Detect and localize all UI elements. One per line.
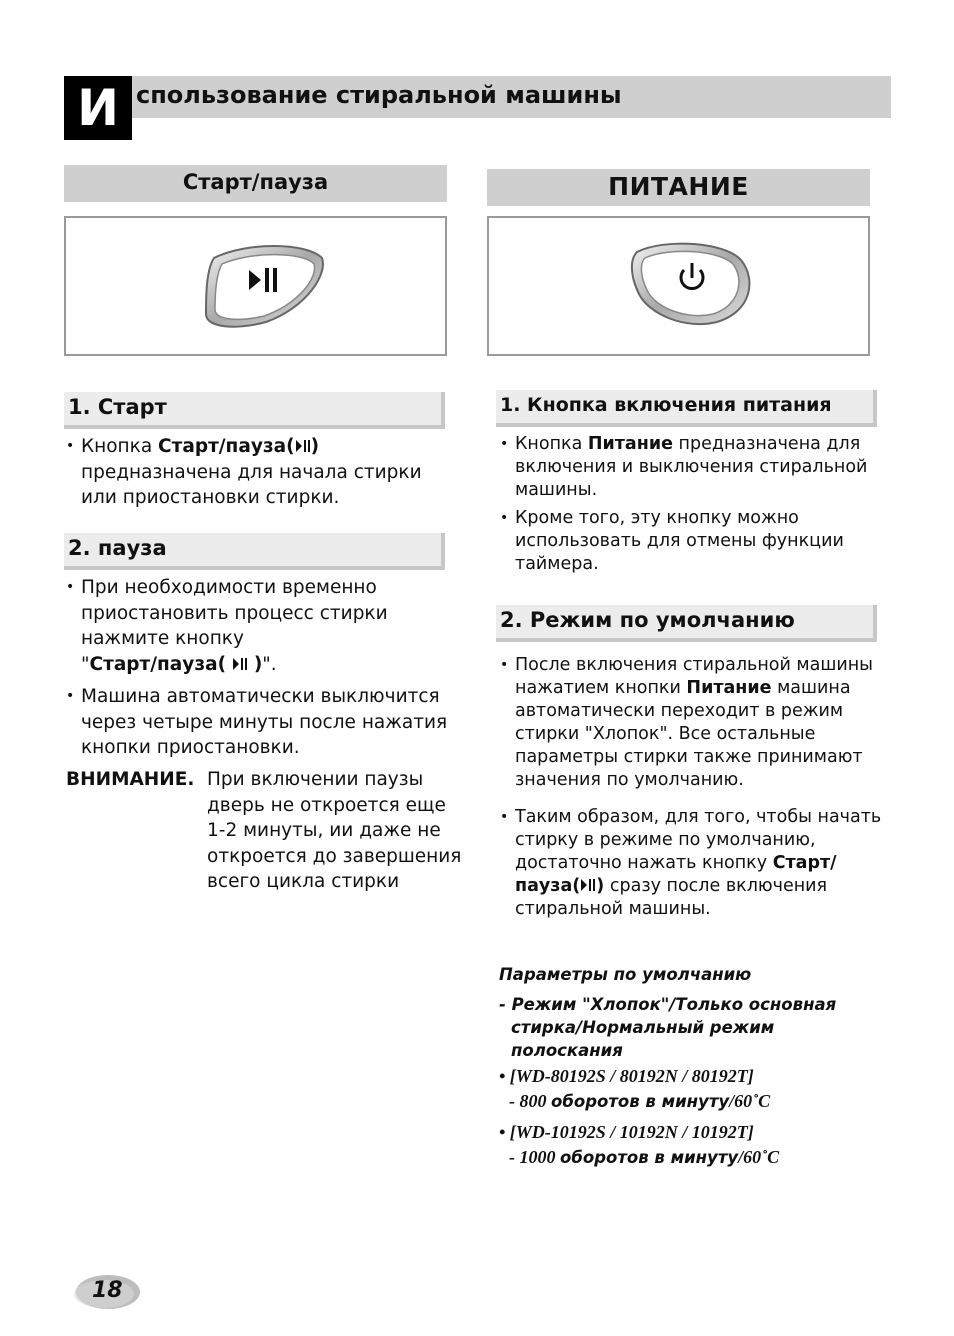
play-pause-icon	[232, 656, 248, 672]
header-initial-letter: И	[64, 76, 132, 140]
text: - Режим "Хлопок"/Только основная	[499, 995, 837, 1014]
start-pause-button-illustration	[64, 216, 447, 356]
bold-text: )	[596, 876, 605, 896]
defaults-mode	[499, 993, 899, 1062]
play-pause-icon	[580, 877, 596, 893]
bullet-dot: •	[500, 657, 509, 673]
subheading-power-button: 1. Кнопка включения питания	[496, 390, 877, 427]
power-button-illustration	[487, 216, 870, 356]
text: предназначена для начала стирки или приостановки стирки.	[81, 461, 422, 508]
bold-text-power: Питание	[686, 678, 772, 698]
bold-text: )	[310, 436, 320, 457]
text: машина автоматически переходит в режим стирки "Хлопок". Все остальные параметры стирки также принимают значения по умолчанию.	[515, 678, 863, 790]
bullet-dot: •	[500, 510, 509, 526]
model-list: • [WD-10192S / 10192N / 10192T]	[499, 1122, 754, 1142]
power-button-icon	[489, 218, 868, 354]
spin-speed: - 800	[509, 1091, 551, 1111]
subheading-start: 1. Старт	[64, 392, 445, 429]
section-title-start-pause: Старт/пауза	[64, 165, 447, 202]
bullet-start-default	[500, 806, 895, 921]
bullet-auto-off	[66, 684, 456, 761]
bullet-timer-cancel	[500, 507, 870, 576]
defaults-model-2	[499, 1120, 899, 1170]
text: Кнопка	[81, 436, 159, 457]
bullet-default-mode	[500, 654, 895, 792]
defaults-model-1	[499, 1064, 899, 1114]
spin-speed: - 1000	[509, 1147, 560, 1167]
bold-text: )	[253, 653, 263, 675]
text: стирка/Нормальный режим	[511, 1018, 775, 1037]
bold-text-start-pause: Старт/пауза(	[515, 853, 837, 896]
text: предназначена для включения и выключения стиральной машины.	[515, 434, 868, 500]
page-number-badge	[70, 1272, 142, 1312]
bold-text-power: Питание	[587, 434, 673, 454]
text: сразу после включения стиральной машины.	[515, 876, 828, 919]
bold-text-start-pause: Старт/пауза(	[158, 436, 295, 457]
play-pause-icon	[295, 438, 311, 454]
model-list: • [WD-80192S / 80192N / 80192T]	[499, 1066, 754, 1086]
bullet-pause-instruction	[66, 575, 416, 677]
bold-text-start-pause: Старт/пауза(	[89, 653, 227, 675]
bullet-power-description	[500, 433, 885, 502]
subheading-default-mode: 2. Режим по умолчанию	[496, 605, 877, 642]
subheading-pause: 2. пауза	[64, 533, 445, 570]
bullet-dot: •	[66, 438, 75, 454]
temperature: /60˚C	[738, 1147, 780, 1167]
section-title-power: ПИТАНИЕ	[487, 169, 870, 206]
bullet-dot: •	[66, 688, 75, 704]
text: "	[81, 653, 90, 675]
defaults-title: Параметры по умолчанию	[499, 965, 752, 984]
text: ".	[262, 653, 277, 675]
default-parameters	[499, 963, 899, 1170]
text: Машина автоматически выключится через четыре минуты после нажатия кнопки приостановки.	[81, 686, 448, 758]
bullet-dot: •	[500, 809, 509, 825]
text: оборотов в минуту	[560, 1148, 739, 1167]
warning-text: При включении паузы дверь не откроется еще 1-2 минуты, ии даже не откроется до завершения всего цикла стирки	[207, 769, 462, 892]
bullet-dot: •	[66, 579, 75, 595]
text: Таким образом, для того, чтобы начать стирку в режиме по умолчанию, достаточно нажать кнопку	[515, 807, 882, 873]
temperature: /60˚C	[729, 1091, 771, 1111]
text: Кнопка	[515, 434, 588, 454]
text: При необходимости временно приостановить процесс стирки нажмите кнопку	[81, 577, 388, 649]
text: оборотов в минуту	[551, 1092, 730, 1111]
page-title: спользование стиральной машины	[136, 81, 622, 109]
start-pause-button-icon	[66, 218, 445, 354]
text: полоскания	[511, 1041, 623, 1060]
bullet-dot: •	[500, 436, 509, 452]
warning-label: ВНИМАНИЕ.	[66, 769, 195, 790]
page-number: 18	[92, 1278, 123, 1303]
bullet-start-description	[66, 434, 446, 511]
text: Кроме того, эту кнопку можно использовать для отмены функции таймера.	[515, 508, 844, 574]
text: После включения стиральной машины нажатием кнопки	[515, 655, 873, 698]
